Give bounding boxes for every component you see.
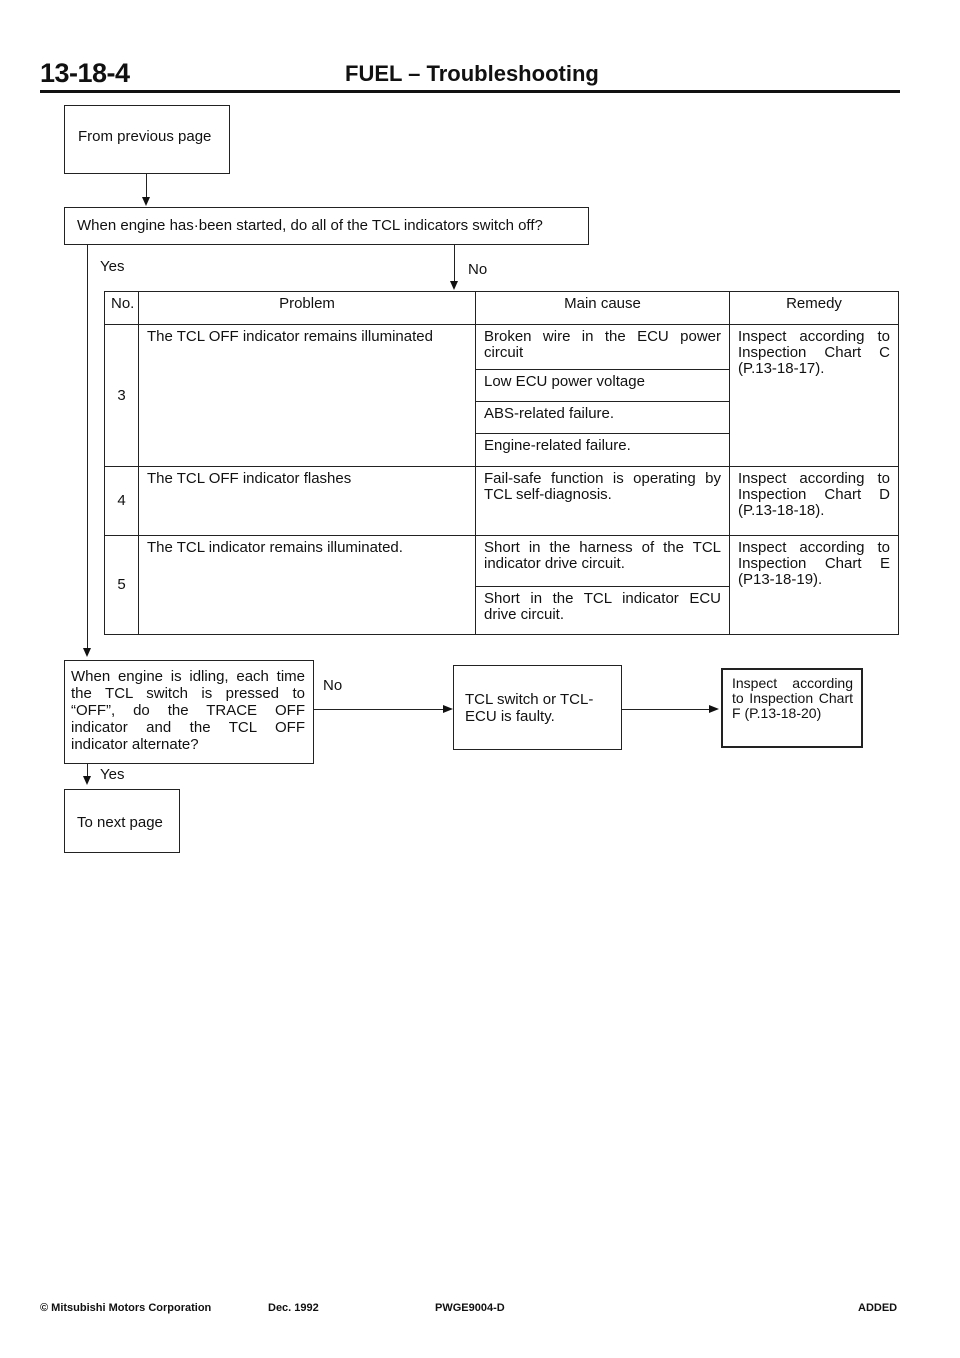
table-row: [105, 466, 899, 535]
row-number: 3: [105, 325, 139, 466]
connector-line: [622, 709, 710, 710]
footer-status: ADDED: [858, 1302, 898, 1314]
page-number: 13-18-4: [40, 58, 130, 88]
header-rule: [40, 90, 900, 93]
footer-date: Dec. 1992: [268, 1302, 319, 1314]
yes-label-1: Yes: [100, 258, 125, 275]
connector-line: [146, 174, 147, 199]
arrow-down-icon: [450, 281, 458, 290]
cause-table: [104, 291, 899, 635]
cause-cell: Engine-related failure.: [476, 434, 730, 466]
arrow-right-icon: [443, 705, 453, 713]
table-row: [105, 535, 899, 587]
arrow-right-icon: [709, 705, 719, 713]
header-main-cause: Main cause: [476, 292, 730, 325]
cause-cell: Low ECU power voltage: [476, 369, 730, 401]
remedy-f-box: [721, 668, 863, 748]
from-previous-label: From previous page: [78, 128, 212, 145]
connector-line: [87, 245, 88, 650]
question-2-box: [64, 660, 314, 764]
problem-cell: The TCL OFF indicator flashes: [139, 466, 476, 535]
header-problem: Problem: [139, 292, 476, 325]
row-number: 5: [105, 535, 139, 634]
connector-line: [314, 709, 444, 710]
row-number: 4: [105, 466, 139, 535]
problem-cell: The TCL OFF indicator remains illuminated: [139, 325, 476, 466]
yes-label-2: Yes: [100, 766, 125, 783]
no-label-1: No: [468, 261, 488, 278]
cause-cell: Fail-safe function is operating by TCL self-diagnosis.: [476, 466, 730, 535]
table-header-row: [105, 292, 899, 325]
page-title: FUEL – Troubleshooting: [345, 61, 599, 86]
footer-copyright: © Mitsubishi Motors Corporation: [40, 1302, 212, 1314]
remedy-f-text: Inspect according to Inspection Chart F (P.13-18-20): [732, 675, 853, 721]
arrow-down-icon: [83, 776, 91, 785]
question-1-box: [64, 207, 589, 245]
to-next-label: To next page: [77, 814, 163, 831]
from-previous-box: [64, 105, 230, 174]
header-no: No.: [105, 292, 139, 325]
question-2-text: When engine is idling, each time the TCL switch is pressed to “OFF”, do the TRACE OFF indicator and the TCL OFF indicator alternate?: [71, 668, 305, 753]
question-1-text: When engine has·been started, do all of the TCL indicators switch off?: [77, 217, 543, 234]
cause-cell: Short in the TCL indicator ECU drive circuit.: [476, 587, 730, 635]
remedy-cell: Inspect according to Inspection Chart E (P13-18-19).: [730, 535, 899, 634]
problem-cell: The TCL indicator remains illuminated.: [139, 535, 476, 634]
arrow-down-icon: [83, 648, 91, 657]
no-label-2: No: [323, 677, 343, 694]
remedy-cell: Inspect according to Inspection Chart D (P.13-18-18).: [730, 466, 899, 535]
cause-cell: Broken wire in the ECU power circuit: [476, 325, 730, 369]
remedy-cell: Inspect according to Inspection Chart C (P.13-18-17).: [730, 325, 899, 466]
fault-text: TCL switch or TCL-ECU is faulty.: [465, 691, 594, 725]
header-remedy: Remedy: [730, 292, 899, 325]
table-row: [105, 325, 899, 369]
arrow-down-icon: [142, 197, 150, 206]
to-next-box: [64, 789, 180, 853]
cause-cell: Short in the harness of the TCL indicator drive circuit.: [476, 535, 730, 587]
connector-line: [454, 245, 455, 283]
fault-box: [453, 665, 622, 750]
cause-cell: ABS-related failure.: [476, 401, 730, 433]
footer-code: PWGE9004-D: [435, 1302, 505, 1314]
